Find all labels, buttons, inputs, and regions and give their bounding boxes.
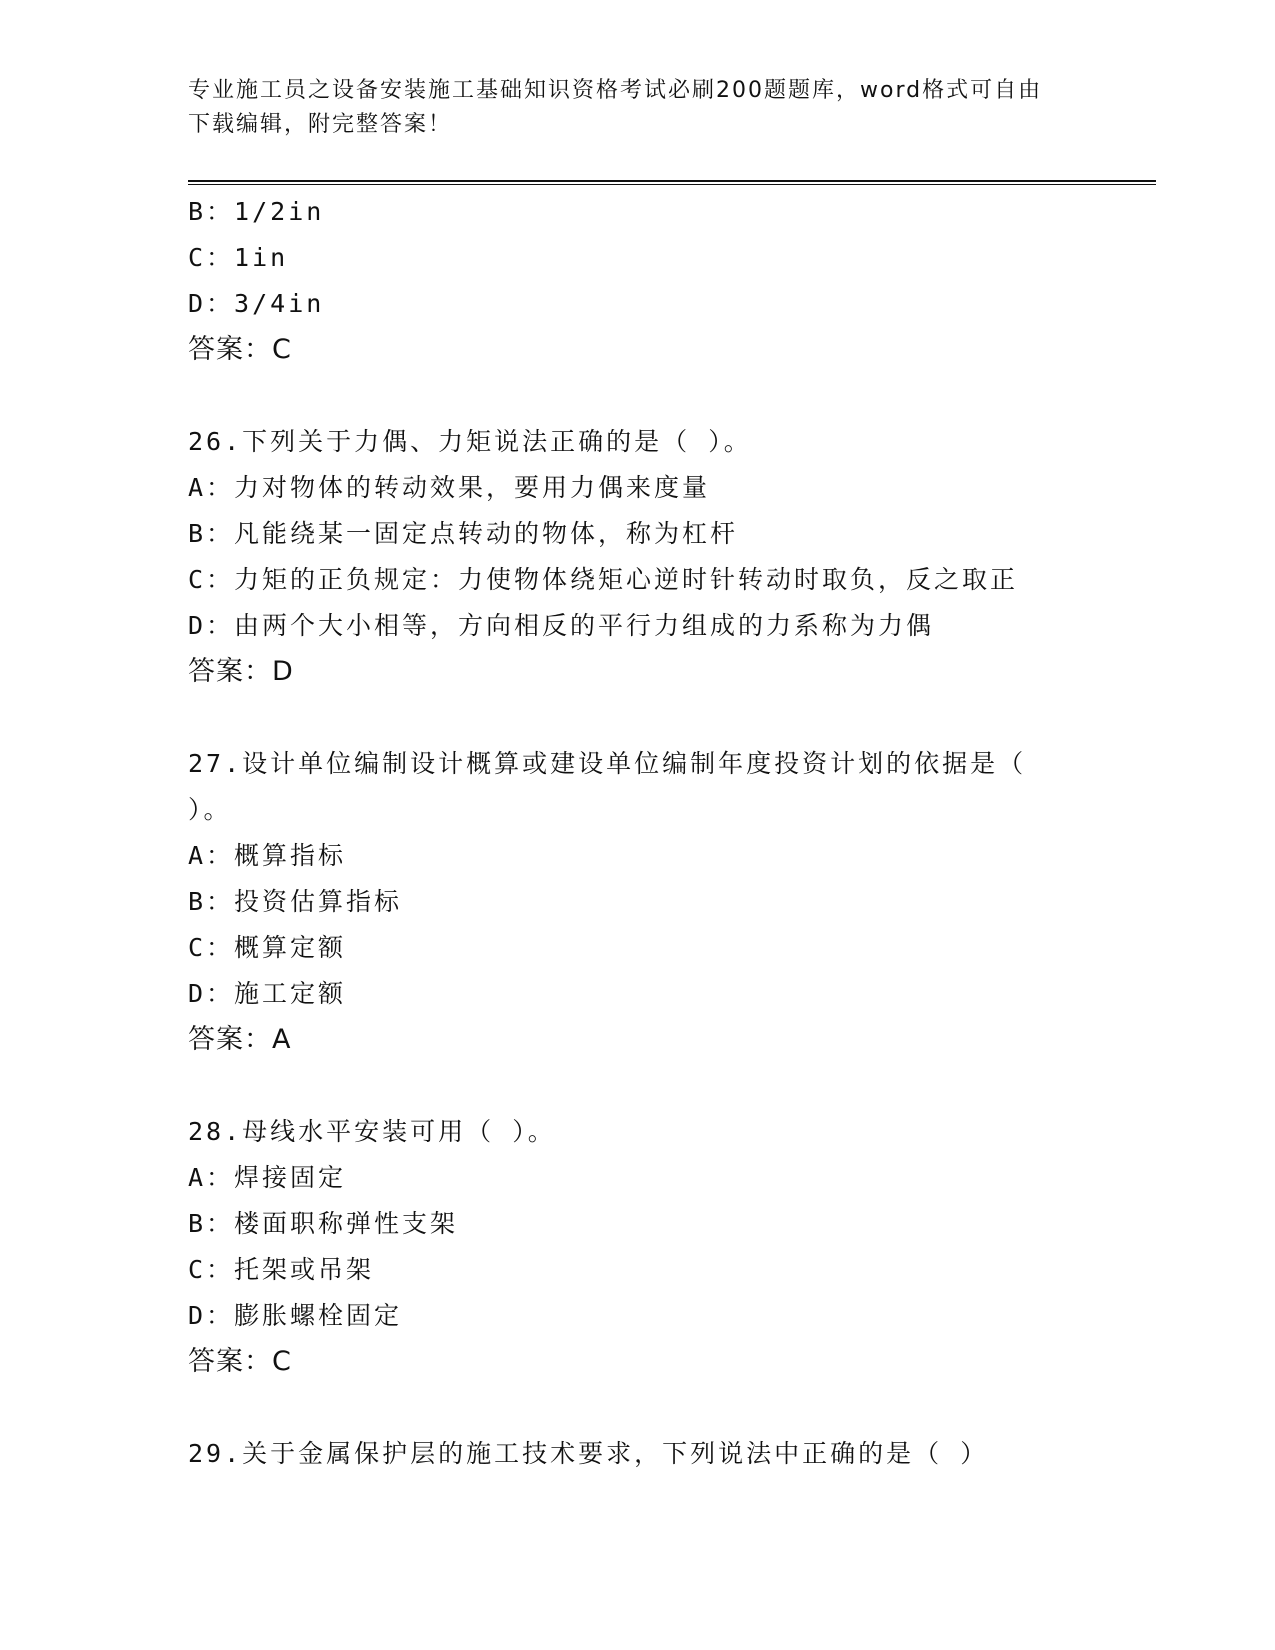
option-b: B：1/2in — [188, 197, 325, 226]
header-divider-thick — [188, 180, 1156, 182]
header-line-2: 下载编辑，附完整答案！ — [188, 112, 453, 137]
answer: 答案：C — [188, 334, 292, 365]
spacer — [188, 1063, 1088, 1109]
question-stem: 28.母线水平安装可用（ ）。 — [188, 1117, 556, 1146]
question-25-tail — [188, 189, 1088, 373]
option-b: B：凡能绕某一固定点转动的物体，称为杠杆 — [188, 519, 739, 548]
question-stem: 26.下列关于力偶、力矩说法正确的是（ ）。 — [188, 427, 752, 456]
spacer — [188, 373, 1088, 419]
header-line-1: 专业施工员之设备安装施工基础知识资格考试必刷200题题库，word格式可自由 — [188, 78, 1043, 103]
question-26 — [188, 419, 1088, 695]
option-c: C：1in — [188, 243, 289, 272]
document-header — [188, 74, 1068, 142]
option-b: B：楼面职称弹性支架 — [188, 1209, 459, 1238]
option-b: B：投资估算指标 — [188, 887, 403, 916]
option-d: D：3/4in — [188, 289, 325, 318]
spacer — [188, 695, 1088, 741]
answer: 答案：D — [188, 656, 294, 687]
option-a: A：焊接固定 — [188, 1163, 347, 1192]
option-d: D：由两个大小相等，方向相反的平行力组成的力系称为力偶 — [188, 611, 935, 640]
answer: 答案：C — [188, 1346, 292, 1377]
question-stem: 29.关于金属保护层的施工技术要求，下列说法中正确的是（ ） — [188, 1439, 989, 1468]
question-list — [188, 189, 1088, 1477]
option-d: D：膨胀螺栓固定 — [188, 1301, 403, 1330]
option-c: C：概算定额 — [188, 933, 347, 962]
option-c: C：托架或吊架 — [188, 1255, 375, 1284]
option-a: A：力对物体的转动效果，要用力偶来度量 — [188, 473, 711, 502]
option-c: C：力矩的正负规定：力使物体绕矩心逆时针转动时取负，反之取正 — [188, 565, 1019, 594]
answer: 答案：A — [188, 1024, 292, 1055]
question-28 — [188, 1109, 1088, 1385]
spacer — [188, 1385, 1088, 1431]
header-divider-thin — [188, 184, 1156, 185]
option-a: A：概算指标 — [188, 841, 347, 870]
question-stem-line-2: ）。 — [188, 795, 232, 824]
question-29 — [188, 1431, 1088, 1477]
question-27 — [188, 741, 1088, 1063]
option-d: D：施工定额 — [188, 979, 347, 1008]
question-stem-line-1: 27.设计单位编制设计概算或建设单位编制年度投资计划的依据是（ — [188, 749, 1027, 778]
